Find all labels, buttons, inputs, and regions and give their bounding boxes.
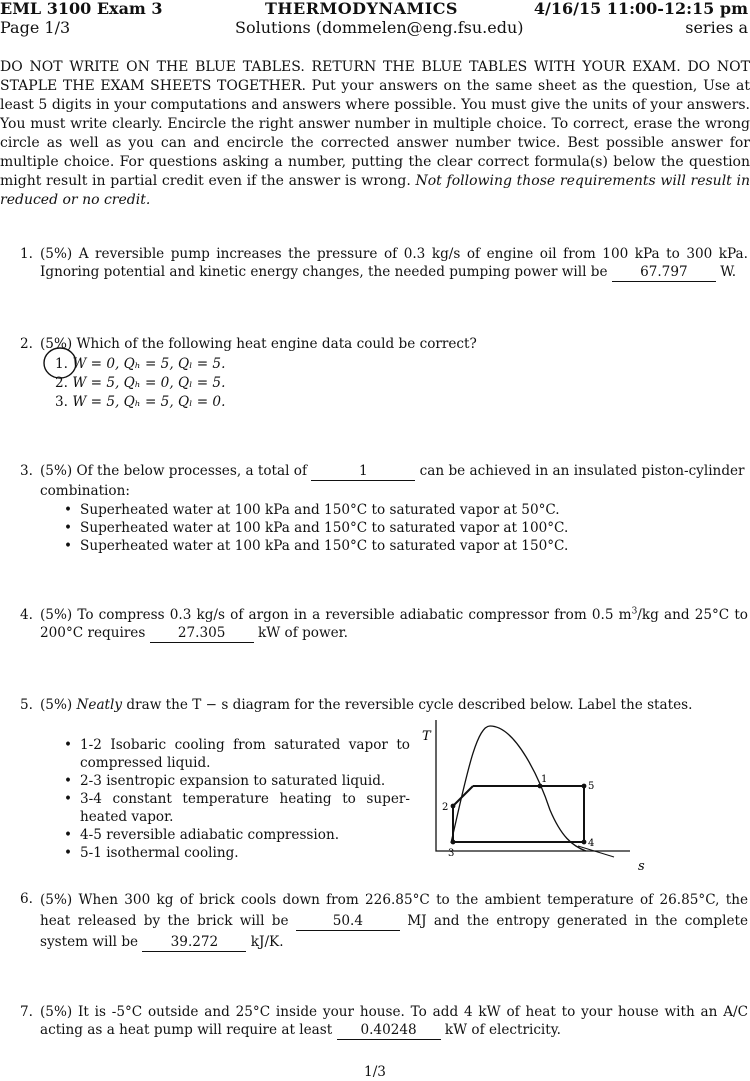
ts-state-point (582, 840, 587, 845)
header-series: series a (685, 18, 748, 37)
list-item: • Superheated water at 100 kPa and 150°C to saturated vapor at 150°C. (62, 537, 722, 555)
q4-superscript: 3 (631, 606, 638, 617)
q7-number: 7. (20, 1004, 33, 1020)
q2-option-3[interactable] (55, 393, 225, 411)
q6-body (40, 890, 748, 953)
q6-unit: kJ/K. (250, 934, 284, 950)
footer-page-number: 1/3 (364, 1064, 386, 1080)
q1-body (40, 245, 748, 282)
q4-answer-blank[interactable]: 27.305 (150, 625, 254, 643)
list-item: • 3-4 constant temperature heating to super-heated vapor. (62, 790, 410, 826)
q5-text: draw the T − s diagram for the reversible cycle described below. Label the states. (126, 697, 693, 713)
q3-text-b: can be achieved in an insulated piston-cylinder (419, 463, 745, 479)
q5-body (40, 696, 748, 714)
q4-text-a: (5%) To compress 0.3 kg/s of argon in a reversible adiabatic compressor from 0.5 m (40, 607, 632, 623)
header-solutions: Solutions (dommelen@eng.fsu.edu) (235, 18, 524, 37)
ts-state-label-5: 5 (588, 781, 595, 792)
q6-answer2-blank[interactable]: 39.272 (142, 934, 246, 952)
answer-circle-mark (42, 346, 78, 380)
q2-number: 2. (20, 336, 33, 352)
q6-text-a: (5%) When 300 kg of brick cools down from 226.85°C to the ambient temperature of 26.85°C, the heat released by the brick will be (40, 892, 748, 929)
ts-state-label-1: 1 (541, 774, 548, 785)
q2-option-label: W = 5, Qₕ = 0, Qₗ = 5. (72, 375, 226, 391)
q2-option-label: W = 0, Qₕ = 5, Qₗ = 5. (72, 356, 226, 372)
header-page: Page 1/3 (0, 18, 71, 37)
list-item: • 1-2 Isobaric cooling from saturated vapor to compressed liquid. (62, 736, 410, 772)
list-item: • 4-5 reversible adiabatic compression. (62, 826, 410, 844)
q7-answer-blank[interactable]: 0.40248 (337, 1022, 441, 1040)
ts-state-label-2: 2 (442, 802, 449, 813)
q5-bullet-list (62, 736, 410, 862)
header-subject: THERMODYNAMICS (265, 0, 458, 18)
ts-axis-label-t: T (422, 729, 431, 744)
ts-axis-label-s: s (638, 859, 645, 874)
q3-text-a: (5%) Of the below processes, a total of (40, 463, 307, 479)
q1-text: (5%) A reversible pump increases the pressure of 0.3 kg/s of engine oil from 100 kPa to 300 kPa. Ignoring potential and kinetic energy changes, the needed pumping power will be (40, 246, 748, 280)
q2-text: (5%) Which of the following heat engine data could be correct? (40, 336, 477, 352)
q2-option-2[interactable] (55, 374, 225, 392)
q7-body (40, 1003, 748, 1040)
q3-answer-blank[interactable]: 1 (311, 463, 415, 481)
q1-unit: W. (720, 264, 737, 280)
q7-unit: kW of electricity. (444, 1022, 561, 1038)
q5-neatly: Neatly (76, 697, 123, 713)
ts-state-label-4: 4 (588, 838, 595, 849)
instructions-emphasis: Not following those requirements will result in reduced or no credit. (0, 173, 750, 208)
q1-answer-blank[interactable]: 67.797 (612, 264, 716, 282)
header-course: EML 3100 Exam 3 (0, 0, 163, 18)
q5-number: 5. (20, 697, 33, 713)
ts-state-point (451, 804, 456, 809)
list-item: • Superheated water at 100 kPa and 150°C to saturated vapor at 100°C. (62, 519, 722, 537)
q2-option-num: 1. (55, 356, 68, 372)
q7-text: (5%) It is -5°C outside and 25°C inside your house. To add 4 kW of heat to your house with an A/C acting as a heat pump will require at least (40, 1004, 748, 1038)
list-item: • 5-1 isothermal cooling. (62, 844, 410, 862)
q6-number: 6. (20, 891, 33, 907)
q2-option-num: 3. (55, 394, 68, 410)
q4-body (40, 606, 748, 643)
q3-text-c: combination: (40, 483, 130, 499)
ts-diagram (418, 718, 650, 876)
q4-unit: kW of power. (258, 625, 348, 641)
ts-state-point (451, 840, 456, 845)
ts-state-point (582, 784, 587, 789)
instructions-main: DO NOT WRITE ON THE BLUE TABLES. RETURN THE BLUE TABLES WITH YOUR EXAM. DO NOT STAPLE THE EXAM SHEETS TOGETHER. Put your answers on the same sheet as the question, Use at least 5 digits in your computations and answers where possible. You must give the units of your answers. You must write clearly. Encircle the right answer number in multiple choice. To correct, erase the wrong circle as well as you can and encircle the corrected answer number twice. Best possible answer for multiple choice. For questions asking a number, putting the clear correct formula(s) below the question might result in partial credit even if the answer is wrong. (0, 59, 750, 189)
instructions (0, 58, 750, 210)
list-item: • 2-3 isentropic expansion to saturated liquid. (62, 772, 410, 790)
header-datetime: 4/16/15 11:00-12:15 pm (533, 0, 748, 18)
q4-number: 4. (20, 607, 33, 623)
q6-answer1-blank[interactable]: 50.4 (296, 913, 400, 931)
q3-body (40, 462, 748, 481)
list-item: • Superheated water at 100 kPa and 150°C to saturated vapor at 50°C. (62, 501, 722, 519)
q3-bullet-list (62, 501, 722, 555)
q2-option-1[interactable] (55, 355, 225, 373)
q6-text-b: MJ and the entropy generated in the complete system will be (40, 913, 748, 950)
q2-option-num: 2. (55, 375, 68, 391)
q3-number: 3. (20, 463, 33, 479)
ts-state-label-3: 3 (448, 848, 455, 859)
q5-pct: (5%) (40, 697, 73, 713)
q1-number: 1. (20, 246, 33, 262)
q2-option-label: W = 5, Qₕ = 5, Qₗ = 0. (72, 394, 226, 410)
q4-text-b: /kg and 25°C to 200°C requires (40, 607, 748, 641)
